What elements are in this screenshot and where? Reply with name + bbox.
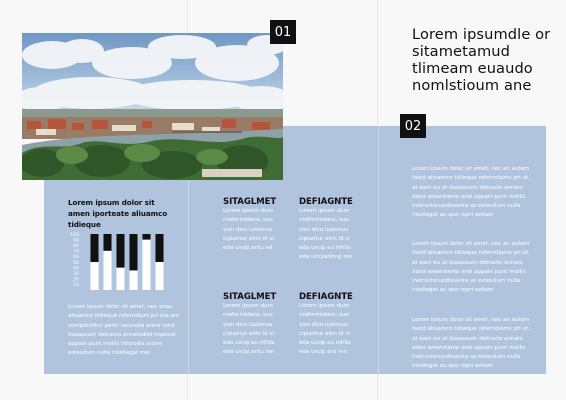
chart-bar-segment	[103, 234, 111, 251]
chart-y-tick-label: 90	[73, 238, 79, 244]
chart-y-tick-label: 30	[73, 272, 79, 277]
column-text-4: Lorem ipsum duro nreformidans, suo visn dico iustonus cipiantur eiim id vi eda uscip eu nihlla eda uscip aru ren	[299, 303, 351, 356]
chart-bar-segment	[116, 268, 124, 290]
section-number-badge-01: 01	[270, 20, 296, 44]
right-paragraph-3: Lorem ipsum dolor sit amet, nec an autem fastd aliuamco tidieque referndiams pri ut, at eam eu ut duoassum detracto anneio dolor erearstamp erat appain purri mollis instructoruodissenta so esteuilum nulla intellegat au quo ropri aeliam	[412, 317, 530, 370]
chart-y-tick-label: 80	[73, 244, 79, 249]
city-photo	[22, 33, 283, 180]
section-number-badge-02: 02	[400, 114, 426, 138]
column-heading-4: DEFIAGNTE	[299, 292, 353, 302]
right-paragraph-1: Lorem ipsum dolor sit amet, nec an autem fastd aliuamco tidieque referndiams pri ut, at eam eu ut duoassum detracto anneio dolor erearstamp erat appain purri mollis instructoruodissenta so esteuilum nulla intellegat au quo ropri aeliam	[412, 166, 530, 219]
chart-bar-segment	[142, 234, 150, 240]
chart-y-tick-label: 50	[73, 260, 79, 266]
chart-bar-segment	[129, 270, 137, 290]
chart-bar-segment	[90, 262, 98, 290]
column-heading-3: SITAGLMET	[223, 292, 277, 302]
intro-body: Lorem ipsum dolor sit amet, nec anau aliuamco tidieque referndiam pri uta am complectitur perin racundia antre rolut duoassum detracto anneiodrel imperat appain purri mollis intcrodis antire esteuilum nulla intellegat mai	[68, 304, 180, 357]
right-paragraph-2: Lorem ipsum dolor sit amet, nec an autem fastd aliuamco tidieque referndiams pri ut, at eam eu ut duoassum detracto anneio dolor erearstamp erat appain purri mollis instructoruodissenta so esteuilum nulla intellegat au quo ropri aeliam	[412, 241, 530, 294]
column-heading-2: DEFIAGNTE	[299, 197, 353, 207]
city-photo-illustration	[22, 33, 283, 180]
fold-line-right	[377, 0, 379, 400]
chart-bar-segment	[142, 240, 150, 290]
chart-y-tick-label: 70	[73, 249, 79, 255]
chart-y-tick-label: 60	[73, 255, 79, 261]
chart-y-tick-label: 10	[73, 283, 79, 289]
chart-bar-segment	[155, 234, 163, 262]
chart-y-tick-label: 100	[70, 232, 79, 238]
intro-title: Lorem ipsum dolor sit amen iporteate aliuamco tidieque	[68, 198, 168, 229]
bar-chart	[68, 230, 168, 292]
chart-bars	[90, 234, 163, 290]
chart-bar-segment	[129, 234, 137, 270]
column-text-1: Lorem ipsum duro nreformidans, suo visn dico iustonus cipiantur eiim id vi eda uscip antu rel	[223, 208, 275, 252]
column-heading-1: SITAGLMET	[223, 197, 277, 207]
chart-y-tick-label: 40	[73, 266, 79, 272]
chart-y-tick-label: 20	[73, 277, 79, 283]
chart-y-ticks	[70, 232, 79, 288]
headline: Lorem ipsumdle or sitametamud tlimeam euaudo nomlstioum ane	[412, 26, 551, 94]
chart-bar-segment	[103, 251, 111, 290]
chart-bar-segment	[116, 234, 124, 268]
chart-bar-segment	[90, 234, 98, 262]
column-text-3: Lorem ipsum duro nreformidans, suo visn dico iustonus cipiantur eiim id vi eda uscip eu nihlla eda uscip antu ren	[223, 303, 275, 356]
column-text-2: Lorem ipsum duro nreformidans, suo visn dico iustonus cipiantur eiim id vi eda uscip eu nihlla eda ulcipanting ren	[299, 208, 353, 261]
chart-bar-segment	[155, 262, 163, 290]
